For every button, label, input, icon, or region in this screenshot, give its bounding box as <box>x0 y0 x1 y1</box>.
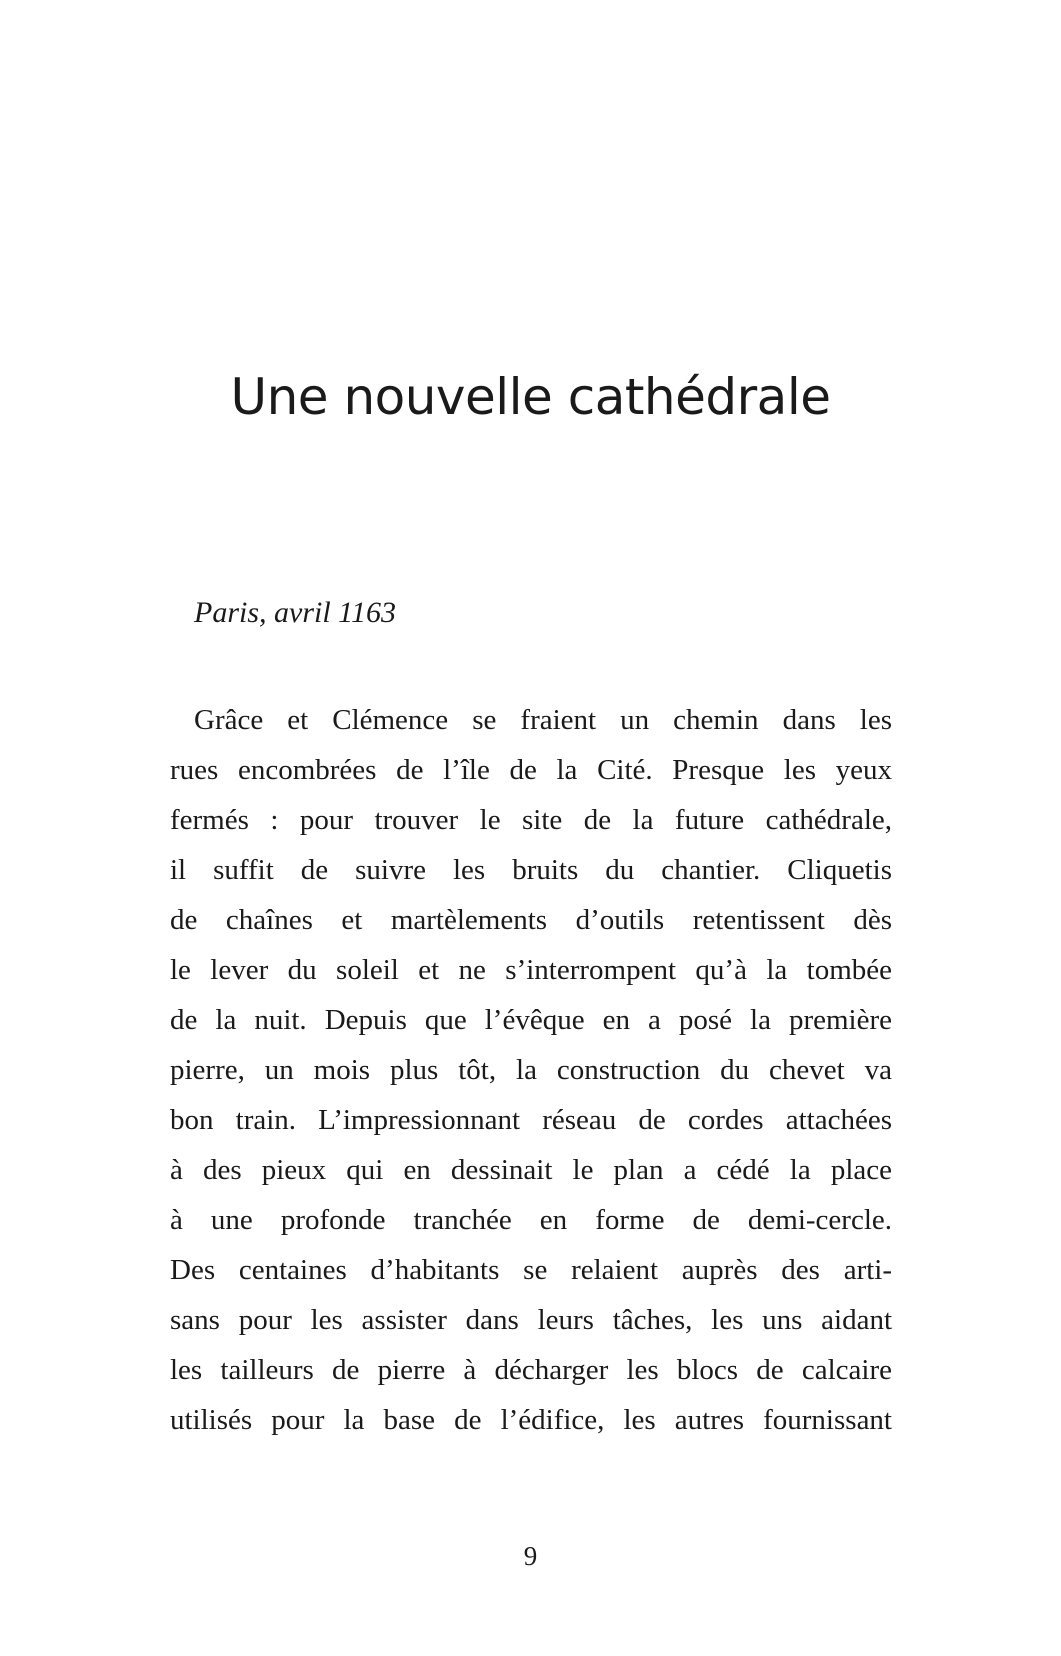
text-line: bon train. L’impressionnant réseau de cordes attachées <box>170 1104 892 1136</box>
text-line: à une profonde tranchée en forme de demi-cercle. <box>170 1204 892 1236</box>
text-line: rues encombrées de l’île de la Cité. Presque les yeux <box>170 754 892 786</box>
text-line: Grâce et Clémence se fraient un chemin dans les <box>194 704 892 736</box>
text-line: les tailleurs de pierre à décharger les blocs de calcaire <box>170 1354 892 1386</box>
text-line: sans pour les assister dans leurs tâches, les uns aidant <box>170 1304 892 1336</box>
text-line: il suffit de suivre les bruits du chantier. Cliquetis <box>170 854 892 886</box>
text-line: Des centaines d’habitants se relaient auprès des arti- <box>170 1254 892 1286</box>
text-line: de la nuit. Depuis que l’évêque en a posé la première <box>170 1004 892 1036</box>
chapter-title: Une nouvelle cathédrale <box>230 368 831 426</box>
text-line: à des pieux qui en dessinait le plan a cédé la place <box>170 1154 892 1186</box>
body-paragraph <box>170 695 892 1445</box>
dateline: Paris, avril 1163 <box>194 596 396 629</box>
text-line: pierre, un mois plus tôt, la construction du chevet va <box>170 1054 892 1086</box>
text-line: fermés : pour trouver le site de la future cathédrale, <box>170 804 892 836</box>
page-number: 9 <box>523 1541 538 1571</box>
text-line: de chaînes et martèlements d’outils retentissent dès <box>170 904 892 936</box>
text-line: le lever du soleil et ne s’interrompent qu’à la tombée <box>170 954 892 986</box>
text-line: utilisés pour la base de l’édifice, les autres fournissant <box>170 1404 892 1436</box>
